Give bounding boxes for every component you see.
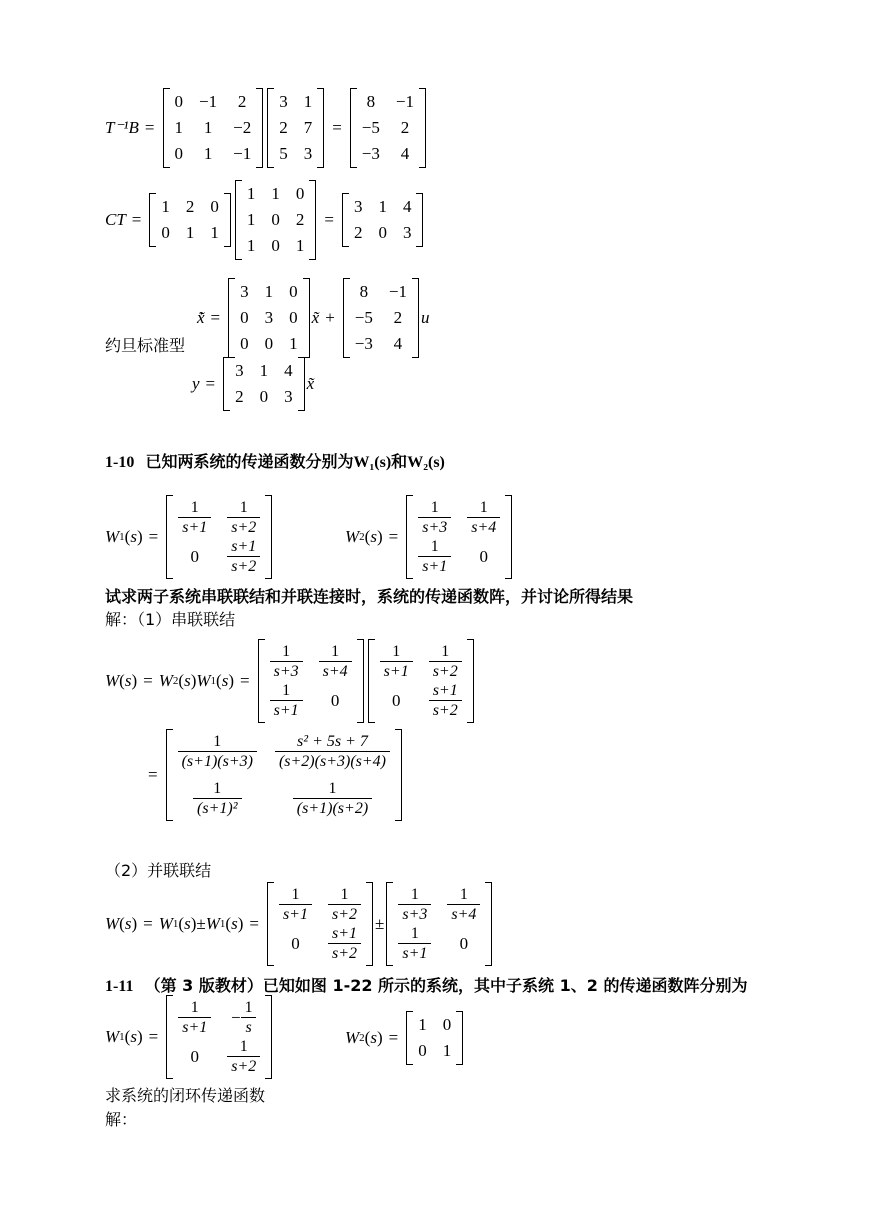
matrix-jordan-c: 3 1 4 2 0 3 [223, 357, 305, 411]
p111-w2-definition: W 2 ( s ) = 1 0 0 1 [345, 1011, 465, 1065]
w2-definition: W 2 ( s ) = $\frac{1}{s+3}$ $\frac{1}{s+4}$ $\frac{1}{s+1}$ 0 [345, 495, 514, 579]
equation-t-inv-b: T⁻¹B = 0 −1 2 1 1 −2 0 1 −1 3 1 2 7 5 3 = 8 −1 −5 2 −3 4 [105, 88, 428, 168]
matrix-jordan-b: 8 −1 −5 2 −3 4 [343, 278, 419, 358]
matrix-t: 1 1 0 1 0 2 1 0 1 [235, 180, 317, 260]
problem-1-11-solution-label: 解： [105, 1110, 138, 1129]
equation-ct: CT = 1 2 0 0 1 1 1 1 0 1 0 2 1 0 1 = 3 1 4 2 0 3 [105, 180, 425, 260]
jordan-state-equation: x̃̇ = 3 1 0 0 3 0 0 0 1 x̃ + 8 −1 −5 2 −3 4 u [197, 278, 429, 358]
p111-w1-definition: W 1 ( s ) = $\frac{1}{s+1}$ − $\frac{1}{s}$ 0 $\frac{1}{s+2}$ [105, 995, 274, 1079]
problem-1-11-task: 求系统的闭环传递函数 [105, 1086, 266, 1105]
problem-1-10-heading: 1-10 已知两系统的传递函数分别为W₁(s)和W₂(s) [105, 452, 445, 471]
matrix-jordan-a: 3 1 0 0 3 0 0 0 1 [228, 278, 310, 358]
matrix-c: 1 2 0 0 1 1 [149, 193, 231, 247]
parallel-equation: W ( s ) = W 1 ( s ) ± W 1 ( s ) = $\frac{1}{s+1}$ $\frac{1}{s+2}$ 0 $\frac{s+1}{s+2}$ ± $\frac{1}{s+3}$ $\frac{1}{s+4}$ $\frac{1}{s+1}$ 0 [105, 882, 494, 966]
solution-part2-label: （2）并联联结 [105, 861, 212, 880]
problem-1-11-heading: 1-11 （第 3 版教材）已知如图 1-22 所示的系统，其中子系统 1、2 的传递函数阵分别为 [105, 976, 748, 995]
w1-definition: W 1 ( s ) = $\frac{1}{s+1}$ $\frac{1}{s+2}$ 0 $\frac{s+1}{s+2}$ [105, 495, 274, 579]
matrix-b: 3 1 2 7 5 3 [267, 88, 324, 168]
lhs-t-inv-b: T⁻¹B [105, 118, 139, 137]
problem-1-10-task: 试求两子系统串联联结和并联连接时，系统的传递函数阵，并讨论所得结果 [105, 587, 634, 606]
matrix-t-inv: 0 −1 2 1 1 −2 0 1 −1 [163, 88, 264, 168]
matrix-result-tb: 8 −1 −5 2 −3 4 [350, 88, 426, 168]
solution-part1-label: 解：（1）串联联结 [105, 610, 236, 629]
jordan-output-equation: y = 3 1 4 2 0 3 x̃ [192, 357, 314, 411]
series-result-equation: = $\frac{1}{(s+1)(s+3)}$ $\frac{\text{s² + 5s + 7}}{(s+2)(s+3)(s+4)}$ $\frac{1}{\text{(s+1)²}}$ $\frac{1}{(s+1)(s+2)}$ [142, 729, 404, 821]
series-product-equation: W ( s ) = W 2 ( s ) W 1 ( s ) = $\frac{1}{s+3}$ $\frac{1}{s+4}$ $\frac{1}{s+1}$ 0 $\frac{1}{s+1}$ $\frac{1}{s+2}$ 0 $\frac{s+1}{s+2}$ [105, 639, 476, 723]
lhs-ct: CT [105, 210, 126, 229]
matrix-result-ct: 3 1 4 2 0 3 [342, 193, 424, 247]
jordan-label: 约旦标准型 [105, 336, 186, 355]
